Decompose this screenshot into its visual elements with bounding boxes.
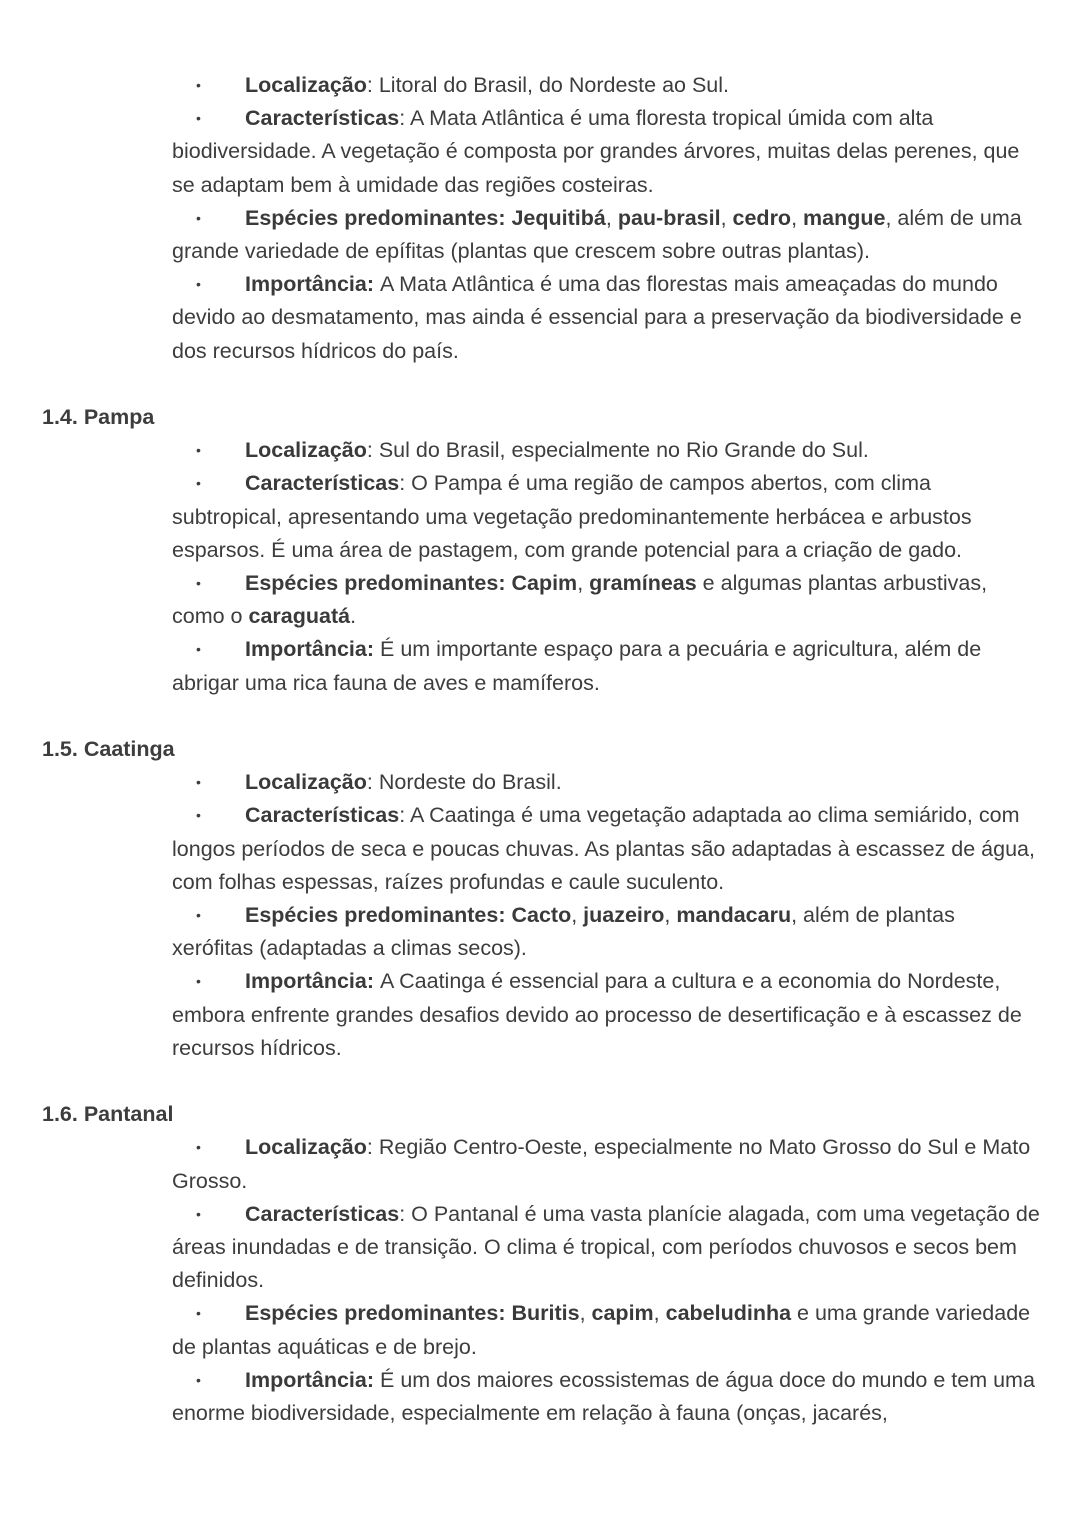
bullet-icon: •: [196, 907, 201, 924]
list-item: [172, 965, 1040, 1065]
bullet-icon: •: [196, 442, 201, 459]
item-label: Espécies predominantes: [245, 571, 499, 596]
bold-term: juazeiro: [583, 903, 665, 928]
list-item: [172, 799, 1040, 899]
item-label: Espécies predominantes: [245, 903, 499, 928]
bold-term: :: [366, 637, 381, 662]
bold-term: capim: [591, 1301, 654, 1326]
item-text: : Sul do Brasil, especialmente no Rio Grande do Sul.: [366, 438, 869, 463]
section-4: [0, 1065, 1080, 1430]
list-item: [172, 1131, 1040, 1197]
bullet-icon: •: [196, 774, 201, 791]
item-text: A Mata Atlântica é uma das florestas mais ameaçadas do mundo devido ao desmatamento, mas ainda é essencial para a preservação da biodiversidade e dos recursos hídricos do país.: [172, 272, 1022, 363]
item-label: Importância: [245, 272, 367, 297]
section-3: [0, 700, 1080, 1065]
bold-term: Capim: [511, 571, 578, 596]
list-item: [172, 467, 1040, 567]
section-heading: 1.5. Caatinga: [42, 737, 175, 762]
item-text: ,: [571, 903, 584, 928]
section-1: [0, 69, 1080, 368]
list-item: [172, 899, 1040, 965]
bullet-icon: •: [196, 973, 201, 990]
item-text: É um dos maiores ecossistemas de água doce do mundo e tem uma enorme biodiversidade, especialmente em relação à fauna (onças, jacarés,: [172, 1367, 1035, 1426]
list-item: [172, 567, 1040, 633]
item-label: Características: [245, 106, 400, 131]
item-text: ,: [579, 1301, 592, 1326]
item-label: Espécies predominantes: [245, 1301, 499, 1326]
section-heading: 1.6. Pantanal: [42, 1102, 174, 1127]
section-spacer: [0, 368, 1080, 401]
bold-term: cabeludinha: [665, 1301, 792, 1326]
item-text: : O Pampa é uma região de campos abertos, com clima subtropical, apresentando uma vegetação predominantemente herbácea e arbustos esparsos. É uma área de pastagem, com grande potencial para a criação de gado.: [172, 471, 972, 562]
bold-term: caraguatá: [248, 604, 351, 629]
item-label: Importância: [245, 969, 367, 994]
item-label: Espécies predominantes: [245, 205, 499, 230]
item-text: : Litoral do Brasil, do Nordeste ao Sul.: [366, 73, 729, 97]
bullet-icon: •: [196, 276, 201, 293]
bold-term: mandacaru: [676, 903, 792, 928]
section-heading: 1.4. Pampa: [42, 405, 155, 430]
item-text: , além de plantas xerófitas (adaptadas a climas secos).: [172, 903, 955, 961]
bold-term: :: [366, 272, 381, 297]
item-label: Características: [245, 803, 400, 828]
bullet-icon: •: [196, 110, 201, 127]
item-text: : Nordeste do Brasil.: [366, 770, 562, 795]
item-text: ,: [577, 571, 590, 596]
bold-term: pau-brasil: [617, 205, 721, 230]
bullet-list: [0, 434, 1080, 700]
item-label: Importância: [245, 637, 367, 662]
bold-term: Jequitibá: [511, 205, 606, 230]
item-label: Localização: [245, 770, 367, 795]
item-text: : A Mata Atlântica é uma floresta tropical úmida com alta biodiversidade. A vegetação é composta por grandes árvores, muitas delas perenes, que se adaptam bem à umidade das regiões costeiras.: [172, 106, 1020, 197]
section-2: [0, 368, 1080, 700]
bullet-icon: •: [196, 641, 201, 658]
item-text: ,: [664, 903, 677, 928]
bullet-icon: •: [196, 1371, 201, 1388]
bold-term: gramíneas: [589, 571, 697, 596]
bold-term: cedro: [732, 205, 792, 230]
bold-term: :: [366, 1367, 381, 1392]
list-item: [172, 1297, 1040, 1363]
bullet-icon: •: [196, 1139, 201, 1156]
bullet-list: [0, 766, 1080, 1065]
item-text: , além de uma grande variedade de epífitas (plantas que crescem sobre outras plantas).: [172, 205, 1022, 264]
list-item: [172, 202, 1040, 268]
item-text: ,: [653, 1301, 666, 1326]
section-spacer: [0, 1065, 1080, 1098]
item-text: : Região Centro-Oeste, especialmente no Mato Grosso do Sul e Mato Grosso.: [172, 1135, 1031, 1193]
list-item: [172, 102, 1040, 202]
item-text: .: [350, 604, 357, 629]
list-item: [172, 633, 1040, 699]
item-text: A Caatinga é essencial para a cultura e a economia do Nordeste, embora enfrente grandes desafios devido ao processo de desertificação e à escassez de recursos hídricos.: [172, 969, 1022, 1060]
bullet-icon: •: [196, 575, 201, 592]
section-spacer: [0, 700, 1080, 733]
item-label: Características: [245, 471, 400, 496]
item-label: Localização: [245, 1135, 367, 1160]
item-text: É um importante espaço para a pecuária e agricultura, além de abrigar uma rica fauna de aves e mamíferos.: [172, 637, 982, 695]
list-item: [172, 69, 1040, 102]
bullet-icon: •: [196, 807, 201, 824]
item-label: Importância: [245, 1367, 367, 1392]
bold-term: mangue: [803, 205, 886, 230]
bullet-icon: •: [196, 475, 201, 492]
bold-term: :: [498, 1301, 512, 1326]
list-item: [172, 268, 1040, 368]
list-item: [172, 434, 1040, 467]
bullet-icon: •: [196, 77, 201, 93]
item-text: ,: [605, 205, 618, 230]
bullet-icon: •: [196, 1305, 201, 1322]
item-label: Características: [245, 1201, 400, 1226]
bold-term: :: [366, 969, 381, 994]
bold-term: :: [498, 571, 512, 596]
bold-term: Cacto: [511, 903, 572, 928]
list-item: [172, 1364, 1040, 1430]
bold-term: :: [498, 205, 512, 230]
item-text: e uma grande variedade de plantas aquáticas e de brejo.: [172, 1301, 1031, 1359]
item-label: Localização: [245, 73, 367, 97]
bold-term: Buritis: [511, 1301, 580, 1326]
bold-term: :: [498, 903, 512, 928]
item-text: ,: [791, 205, 804, 230]
bullet-icon: •: [196, 209, 201, 226]
list-item: [172, 1198, 1040, 1298]
item-text: ,: [720, 205, 733, 230]
item-text: e algumas plantas arbustivas, como o: [172, 571, 988, 629]
bullet-list: [0, 1131, 1080, 1430]
item-text: : A Caatinga é uma vegetação adaptada ao clima semiárido, com longos períodos de seca e poucas chuvas. As plantas são adaptadas à escassez de água, com folhas espessas, raízes profundas e caule suculento.: [172, 803, 1035, 894]
bullet-list: [0, 69, 1080, 368]
list-item: [172, 766, 1040, 799]
item-text: : O Pantanal é uma vasta planície alagada, com uma vegetação de áreas inundadas e de transição. O clima é tropical, com períodos chuvosos e secos bem definidos.: [172, 1201, 1040, 1293]
bullet-icon: •: [196, 1205, 201, 1222]
item-label: Localização: [245, 438, 367, 463]
